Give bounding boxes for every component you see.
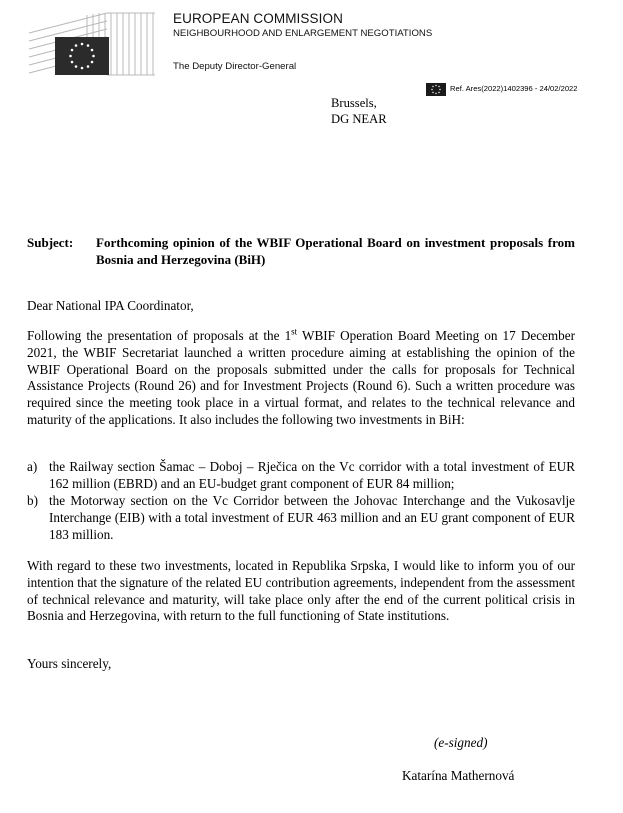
location-department: DG NEAR: [331, 112, 387, 126]
directorate-name: NEIGHBOURHOOD AND ENLARGEMENT NEGOTIATIONS: [173, 28, 433, 39]
list-item-motorway: the Motorway section on the Vc Corridor between the Johovac Interchange and the Vukosavlje Interchange (EIB) with a total investment of EUR 463 million and an EU grant component of EUR 183 million.: [49, 493, 575, 542]
european-commission-logo: [27, 11, 157, 77]
location-city: Brussels,: [331, 96, 377, 110]
signatory-name: Katarína Mathernová: [402, 768, 515, 783]
list-item-railway: the Railway section Šamac – Doboj – Rječica on the Vc corridor with a total investment of EUR 162 million (EBRD) and an EU-budget grant component of EUR 84 million;: [49, 459, 575, 491]
office-title: The Deputy Director-General: [173, 61, 297, 72]
closing: Yours sincerely,: [27, 656, 112, 671]
list-item-marker: a): [27, 459, 38, 474]
list-item-marker: b): [27, 493, 38, 508]
subject-label: Subject:: [27, 235, 74, 250]
ordinal-suffix: st: [291, 326, 298, 337]
paragraph-intro-start: Following the presentation of proposals at the 1: [27, 328, 292, 343]
paragraph-intro-rest: WBIF Operation Board Meeting on 17 December 2021, the WBIF Secretariat launched a written procedure aiming at establishing the opinion of the WBIF Operational Board on the proposals submitted under the calls for proposals for Technical Assistance Projects (Round 26) and for Investment Projects (Round 6). Such a written procedure was required since the meeting took place in a virtual format, and relates to the technical relevance and maturity of the applications. It also includes the following two investments in BiH:: [27, 328, 575, 427]
eu-flag-icon: [426, 83, 446, 96]
paragraph-intro: [27, 328, 575, 429]
subject-text: Forthcoming opinion of the WBIF Operational Board on investment proposals from Bosnia and Herzegovina (BiH): [96, 235, 575, 267]
salutation: Dear National IPA Coordinator,: [27, 298, 194, 313]
reference-number: Ref. Ares(2022)1402396 - 24/02/2022: [450, 84, 578, 93]
paragraph-decision: With regard to these two investments, located in Republika Srpska, I would like to inform you of our intention that the signature of the related EU contribution agreements, independent from the assessment of technical relevance and maturity, will take place only after the end of the current political crisis in Bosnia and Herzegovina, with return to the full functioning of State institutions.: [27, 558, 575, 624]
organization-name: EUROPEAN COMMISSION: [173, 11, 343, 26]
e-signed-note: (e-signed): [434, 735, 488, 750]
